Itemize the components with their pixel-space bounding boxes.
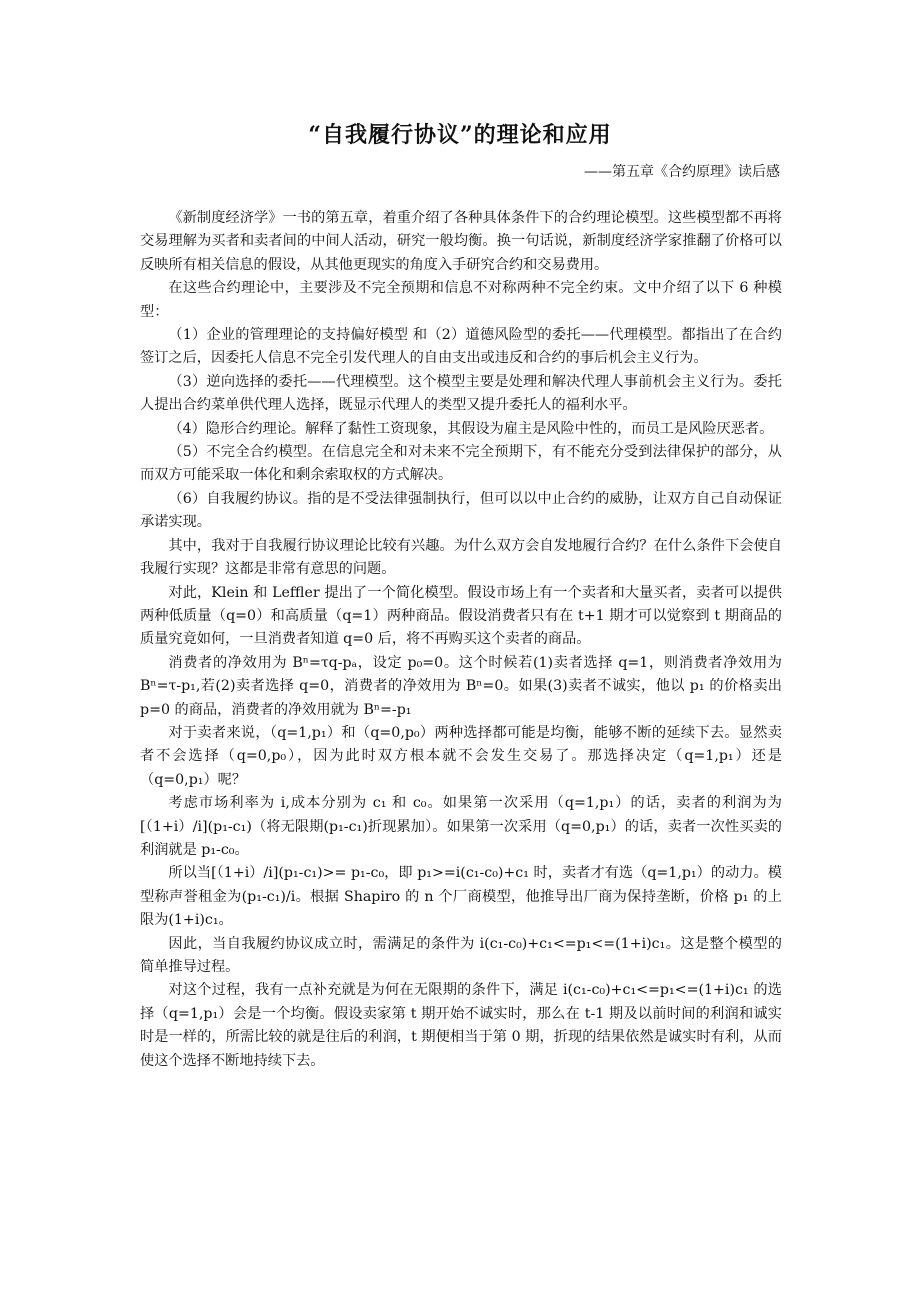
paragraph-model-3: （3）逆向选择的委托——代理模型。这个模型主要是处理和解决代理人事前机会主义行为。委托人提出合约菜单供代理人选择，既显示代理人的类型又提升委托人的福利水平。 — [140, 373, 782, 414]
paragraph-supplement: 对这个过程，我有一点补充就是为何在无限期的条件下，满足 i(c₁-c₀)+c₁<=p₁<=(1+i)c₁ 的选择（q=1,p₁）会是一个均衡。假设卖家第 t 期开始不诚实时，那么在 t-1 期及以前时间的利润和诚实时是一样的，所需比较的就是往后的利润，t 期便相当于第 0 期，折现的结果依然是诚实时有利，从而使这个选择不断地持续下去。 — [140, 982, 782, 1069]
paragraph-condition: 因此，当自我履约协议成立时，需满足的条件为 i(c₁-c₀)+c₁<=p₁<=(1+i)c₁。这是整个模型的简单推导过程。 — [140, 935, 782, 975]
document-title: “自我履行协议”的理论和应用 — [308, 122, 612, 148]
paragraph-model-5: （5）不完全合约模型。在信息完全和对未来不完全预期下，有不能充分受到法律保护的部分，从而双方可能采取一体化和剩余索取权的方式解决。 — [140, 444, 782, 484]
paragraph-model-4: （4）隐形合约理论。解释了黏性工资现象，其假设为雇主是风险中性的，而员工是风险厌恶者。 — [168, 420, 774, 437]
paragraph-klein-leffler: 对此，Klein 和 Leffler 提出了一个简化模型。假设市场上有一个卖者和大量买者，卖者可以提供两种低质量（q=0）和高质量（q=1）两种商品。假设消费者只有在 t+1 期才可以觉察到 t 期商品的质量究竟如何，一旦消费者知道 q=0 后，将不再购买这个卖者的商品。 — [140, 584, 782, 648]
paragraph-model-6: （6）自我履约协议。指的是不受法律强制执行，但可以以中止合约的威胁，让双方自己自动保证承诺实现。 — [140, 490, 782, 531]
document-body — [140, 207, 782, 1073]
paragraph-interest: 其中，我对于自我履行协议理论比较有兴趣。为什么双方会自发地履行合约？在什么条件下会使自我履行实现？这都是非常有意思的问题。 — [140, 537, 782, 578]
paragraph-profit: 考虑市场利率为 i,成本分别为 c₁ 和 c₀。如果第一次采用（q=1,p₁）的话，卖者的利润为为[（1+i）/i](p₁-c₁)（将无限期(p₁-c₁)折现累加）。如果第一次采用（q=0,p₁）的话，卖者一次性买卖的利润就是 p₁-c₀。 — [140, 795, 782, 858]
document-subtitle: ——第五章《合约原理》读后感 — [584, 164, 780, 180]
paragraph-net-utility: 消费者的净效用为 Bⁿ=τq-pₐ，设定 p₀=0。这个时候若(1)卖者选择 q=1，则消费者净效用为 Bⁿ=τ-p₁,若(2)卖者选择 q=0，消费者的净效用为 Bⁿ=0。如果(3)卖者不诚实，他以 p₁ 的价格卖出 p=0 的商品，消费者的净效用就为 Bⁿ=-p₁ — [140, 654, 782, 718]
paragraph-model-1-2: （1）企业的管理理论的支持偏好模型 和（2）道德风险型的委托——代理模型。都指出了在合约签订之后，因委托人信息不完全引发代理人的自由支出或违反和合约的事后机会主义行为。 — [140, 327, 782, 367]
paragraph-intro: 《新制度经济学》一书的第五章，着重介绍了各种具体条件下的合约理论模型。这些模型都不再将交易理解为买者和卖者间的中间人活动，研究一般均衡。换一句话说，新制度经济学家推翻了价格可以反映所有相关信息的假设，从其他更现实的角度入手研究合约和交易费用。 — [140, 210, 782, 273]
paragraph-models-overview: 在这些合约理论中，主要涉及不完全预期和信息不对称两种不完全约束。文中介绍了以下 6 种模型： — [140, 280, 782, 320]
paragraph-seller-choice: 对于卖者来说，（q=1,p₁）和（q=0,p₀）两种选择都可能是均衡，能够不断的延续下去。显然卖者不会选择（q=0,p₀），因为此时双方根本就不会发生交易了。那选择决定（q=1,p₁）还是（q=0,p₁）呢？ — [140, 724, 782, 788]
paragraph-reputation-rent: 所以当[（1+i）/i](p₁-c₁)>= p₁-c₀，即 p₁>=i(c₁-c₀)+c₁ 时，卖者才有选（q=1,p₁）的动力。模型称声誉租金为(p₁-c₁)/i。根据 Shapiro 的 n 个厂商模型，他推导出厂商为保持垄断，价格 p₁ 的上限为(1+i)c₁。 — [140, 865, 782, 929]
